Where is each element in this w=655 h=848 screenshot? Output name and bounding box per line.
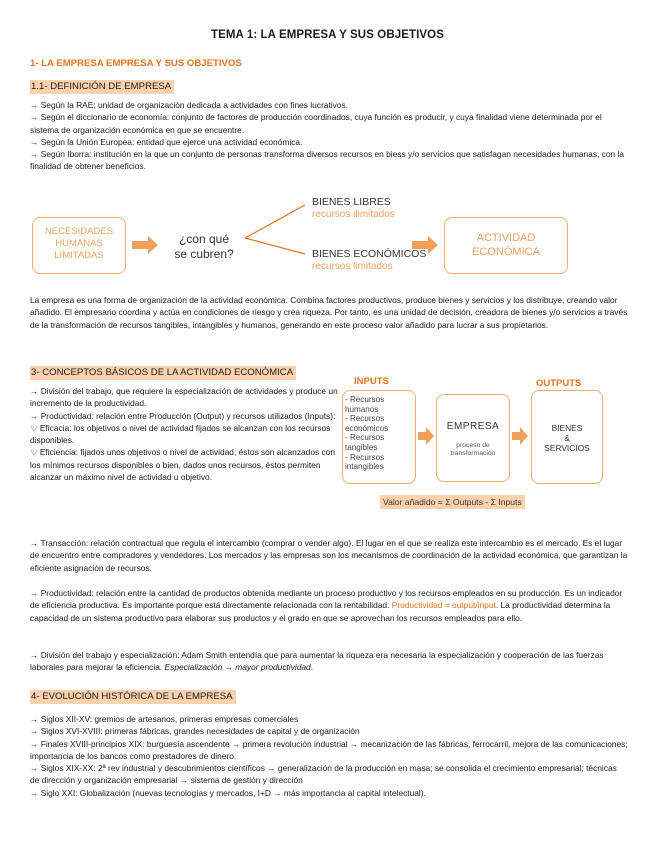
- history-list: [30, 713, 628, 799]
- inputs-label: INPUTS: [354, 376, 389, 387]
- concept-efficacy: ♡ Eficacia: los objetivos o nivel de actividad fijados se alcanzan con los recursos disponibles.: [30, 422, 331, 446]
- input-item: humanos: [345, 404, 379, 414]
- specialization-text-a: → División del trabajo y especialización: Adam Smith entendía que para aumentar la riqueza era necesaria la especialización y cooperación de las fuerzas laborales para mejorar la eficiencia.: [30, 650, 604, 673]
- economic-goods-sublabel: recursos limitados: [312, 261, 393, 272]
- activity-line-1: ACTIVIDAD: [476, 232, 536, 244]
- input-item: - Recursos: [345, 395, 385, 404]
- goods-line-1: BIENES: [551, 423, 583, 433]
- activity-line-2: ECONÓMICA: [472, 246, 540, 258]
- needs-line-1: NECESIDADES: [44, 226, 114, 237]
- branch-line-free: [245, 205, 305, 238]
- goods-line-3: SERVICIOS: [544, 443, 590, 453]
- input-output-diagram: [345, 370, 610, 520]
- process-label: [436, 442, 510, 458]
- needs-line-3: LIMITADAS: [54, 250, 104, 261]
- free-goods-sublabel: recursos ilimitados: [312, 209, 395, 220]
- history-item: → Siglos XII-XV: gremios de artesanos, primeras empresas comerciales: [30, 714, 299, 724]
- specialization-text-c: .: [310, 662, 314, 673]
- history-item: → Finales XVIII-principios XIX: burguesía ascendente → primera revolución industrial → mecanización de las fábricas, ferrocarril, mejora de las comunicaciones; importancia de los bancos como prestadores de dinero.: [30, 738, 628, 761]
- company-label: EMPRESA: [446, 421, 500, 432]
- section1-heading: 1- LA EMPRESA EMPRESA Y SUS OBJETIVOS: [30, 58, 242, 69]
- free-goods-label: BIENES LIBRES: [312, 196, 391, 208]
- subsection-definition-heading: 1.1- DEFINICIÓN DE EMPRESA: [30, 80, 174, 94]
- input-arrow: [418, 427, 434, 445]
- definitions-list: [30, 99, 628, 173]
- output-arrow: [512, 427, 528, 445]
- process-line-2: transformación: [450, 450, 496, 457]
- productivity-text-b: . La productividad determina la capacidad de un sistema productivo para elaborar sus productos y el grado en que se aprovechan los recursos empleados para ello.: [30, 600, 611, 623]
- needs-arrow: [132, 236, 158, 254]
- productivity-paragraph: [30, 587, 628, 624]
- value-added-formula: Valor añadido = Σ Outputs - Σ Inputs: [380, 495, 525, 509]
- specialization-paragraph: [30, 649, 628, 674]
- concept-efficiency: ♡ Eficiencia: fijados unos objetivos o nivel de actividad, éstos son alcanzados con los mínimos recursos disponibles o bien, dados unos recursos, éstos permiten alcanzar un máximo nivel de actividad u objetivo.: [30, 447, 335, 483]
- productivity-formula: Productividad = output/input: [391, 600, 496, 611]
- process-line-1: proceso de: [456, 442, 490, 449]
- input-item: - Recursos: [345, 414, 385, 424]
- company-paragraph: La empresa es una forma de organización de la actividad económica. Combina factores productivos, produce bienes y servicios y los distribuye, creando valor añadido. El empresario coordina y actúa en condiciones de riesgo y crea riqueza. Por tanto, es una unidad de decisión, creadora de bienes y/o servicios a través de la transformación de recursos tangibles, intangibles y humanos, generando en este proceso valor añadido para lucrar a sus propietarios.: [30, 295, 628, 330]
- history-item: → Siglos XIX-XX: 2ª rev industrial y descubrimientos científicos → generalización de la producción en masa; se consolida el crecimiento empresarial; técnicas de dirección y organización empresarial → sistema de gestión y dirección: [30, 763, 617, 786]
- section3-heading: 3- CONCEPTOS BÁSICOS DE LA ACTIVIDAD ECONÓMICA: [30, 366, 296, 380]
- transaction-paragraph: → Transacción: relación contractual que regula el intercambio (comprar o vender algo). El lugar en el que se realiza este intercambio es el mercado. Es el lugar de encuentro entre compradores y vendedores. Los mercados y las empresas son los mecanismos de coordinación de la actividad económica, que garantizan la eficiente asignación de recursos.: [30, 538, 628, 573]
- definition-iborra: → Según Iborra: institución en la que un conjunto de personas transforma diversos recursos en biess y/o servicios que satisfagan necesidades humanas, con la finalidad de obtener beneficios.: [30, 149, 625, 172]
- needs-diagram: [30, 190, 622, 285]
- definition-economy-dictionary: → Según el diccionario de economía: conjunto de factores de producción coordinados, cuya función es producir, y cuya finalidad viene determinada por el sistema de organización económica en que se encuentre.: [30, 112, 602, 135]
- definition-eu: → Según la Unión Europea: entidad que ejerce una actividad económica.: [30, 136, 303, 147]
- section3-concepts: [30, 385, 338, 483]
- input-item: tangibles: [345, 442, 378, 452]
- branch-line-economic: [245, 238, 305, 254]
- history-item: → Siglo XXI: Globalización (nuevas tecnologías y mercados, I+D → más importancia al capital intelectual).: [30, 787, 426, 798]
- input-item: económicos: [345, 423, 389, 433]
- input-item: intangibles: [345, 462, 384, 472]
- concept-productivity: → Productividad: relación entre Producción (Output) y recursos utilizados (Inputs):: [30, 410, 336, 421]
- outputs-label: OUTPUTS: [536, 378, 582, 389]
- company-box: [436, 394, 510, 482]
- economic-goods-label: BIENES ECONÓMICOS: [312, 248, 427, 260]
- input-item: - Recursos: [345, 452, 385, 462]
- question-line-1: ¿con qué: [178, 232, 230, 246]
- concept-division: → División del trabajo, que requiere la especialización de actividades y produce un incremento de la productividad.: [30, 386, 338, 409]
- question-label: [158, 232, 250, 262]
- specialization-text-b: Especialización → mayor productividad: [164, 662, 311, 673]
- history-item: → Siglos XVI-XVIII: primeras fábricas, grandes necesidades de capital y de organización: [30, 726, 360, 737]
- input-item: - Recursos: [345, 433, 385, 443]
- goods-line-2: &: [564, 433, 570, 443]
- section4-heading: 4- EVOLUCIÓN HISTÓRICA DE LA EMPRESA: [30, 690, 236, 704]
- page-title: TEMA 1: LA EMPRESA Y SUS OBJETIVOS: [210, 29, 445, 41]
- activity-label: [444, 231, 568, 259]
- goods-services-label: [531, 423, 603, 453]
- definition-rae: → Según la RAE: unidad de organización dedicada a actividades con fines lucrativos.: [30, 100, 348, 110]
- needs-line-2: HUMANAS: [55, 238, 103, 249]
- productivity-text-a: → Productividad: relación entre la cantidad de productos obtenida mediante un proceso productivo y los recursos empleados en su producción. Es un indicador de eficiencia productiva. Es importante porque está directamente relacionada con la rentabilidad.: [30, 588, 623, 611]
- question-line-2: se cubren?: [174, 247, 234, 261]
